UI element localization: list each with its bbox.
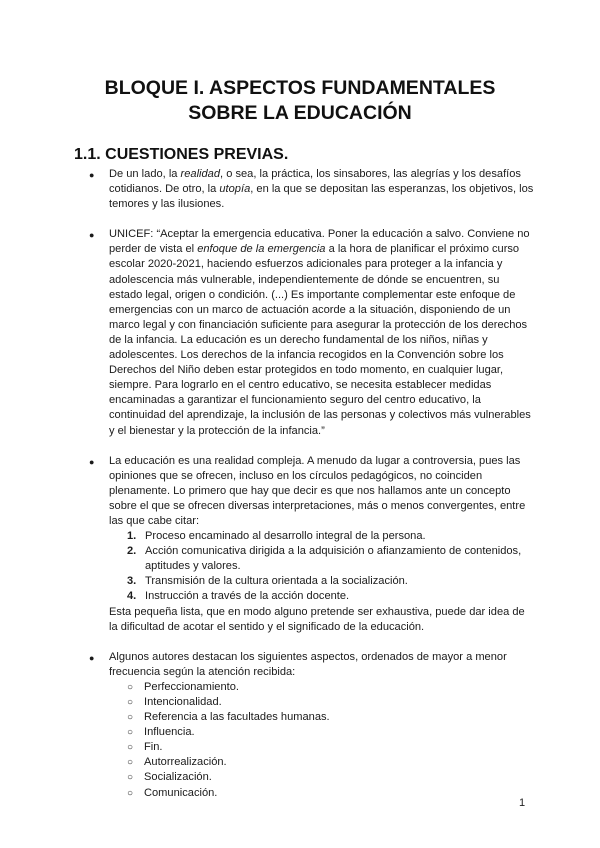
list-item: ○ Referencia a las facultades humanas. — [109, 710, 534, 725]
list-item: ○ Perfeccionamiento. — [109, 680, 534, 695]
list-item-text: Acción comunicativa dirigida a la adquisición o afianzamiento de contenidos, aptitudes y valores. — [145, 545, 522, 573]
b2-text-2: a la hora de planificar el próximo curso escolar 2020-2021, haciendo esfuerzos adicionales para proteger a la infancia y adolescencia más vulnerable, independientemente de dónde se encuentren, su estado legal, origen o condición. (...) Es importante complementar este enfoque de emergencias con un marco de actuación acorde a la situación, disponiendo de un marco legal y con financiación suficiente para asegurar la protección de los derechos de la infancia. La educación es un derecho fundamental de los niños, niñas y adolescentes. Los derechos de la infancia recogidos en la Convención sobre los Derechos del Niño deben estar protegidos en todo momento, en cualquier lugar, siempre. Para lograrlo en el centro educativo, se necesita establecer medidas encaminadas a garantizar el funcionamiento seguro del centro educativo, la continuidad del aprendizaje, la inclusión de las personas y colectivos más vulnerables y el bienestar y la protección de la infancia.” — [109, 243, 531, 437]
b3-intro: La educación es una realidad compleja. A menudo da lugar a controversia, pues las opiniones que se ofrecen, incluso en los círculos pedagógicos, no coinciden plenamente. Lo primero que hay que decir es que nos hallamos ante un concepto sobre el que se ofrecen diversas interpretaciones, más o menos convergentes, entre las que cabe citar: — [109, 454, 526, 527]
bullet-unicef — [74, 227, 534, 438]
circle-bullet-icon: ○ — [127, 787, 134, 799]
list-item: ○ Comunicación. — [109, 786, 534, 801]
list-item: ○ Influencia. — [109, 725, 534, 740]
b3-closing: Esta pequeña lista, que en modo alguno pretende ser exhaustiva, puede dar idea de la dificultad de acotar el sentido y el significado de la educación. — [109, 605, 525, 633]
b1-italic-realidad: realidad — [180, 168, 221, 180]
b1-italic-utopia: utopía — [219, 183, 251, 196]
title-line-1: BLOQUE I. ASPECTOS FUNDAMENTALES — [104, 77, 496, 99]
b1-text-1: De un lado, la — [109, 168, 181, 180]
list-item-text: Proceso encaminado al desarrollo integral de la persona. — [145, 530, 426, 543]
bullet-icon: ● — [89, 652, 95, 663]
bullet-icon: ● — [89, 170, 95, 180]
page-number: 1 — [519, 797, 526, 809]
circle-bullet-icon: ○ — [127, 712, 134, 724]
page-title — [0, 76, 600, 126]
circle-bullet-icon: ○ — [127, 742, 134, 754]
b2-text-1: UNICEF: “Aceptar la emergencia educativa. Poner la educación a salvo. Conviene no perder de vista el — [109, 228, 530, 256]
section-heading: 1.1. CUESTIONES PREVIAS. — [74, 146, 289, 163]
circle-bullet-icon: ○ — [127, 697, 134, 708]
list-number: 3. — [127, 575, 137, 588]
list-item — [109, 529, 534, 544]
bullet-realidad-utopia — [74, 167, 534, 212]
b1-text-3: , en la que se depositan las esperanzas, los objetivos, los temores y las ilusiones. — [109, 183, 534, 211]
interpretations-list — [109, 529, 534, 604]
list-item: ○ Fin. — [109, 740, 534, 755]
bullet-icon: ● — [89, 230, 95, 241]
document-body — [74, 167, 534, 801]
list-item: ○ Intencionalidad. — [109, 695, 534, 710]
list-number: 1. — [127, 530, 137, 543]
list-number: 4. — [127, 590, 137, 603]
list-item-text: Transmisión de la cultura orientada a la socialización. — [145, 575, 408, 588]
list-item-text: Instrucción a través de la acción docente. — [145, 590, 350, 603]
circle-bullet-icon: ○ — [127, 772, 134, 784]
b1-text-2: , o sea, la práctica, los sinsabores, las alegrías y los desafíos cotidianos. De otro, la — [109, 168, 521, 196]
bullet-aspectos — [74, 650, 534, 801]
circle-bullet-icon: ○ — [127, 727, 134, 739]
list-item — [109, 574, 534, 589]
bullet-icon: ● — [89, 456, 95, 467]
list-number: 2. — [127, 545, 137, 558]
b2-italic-enfoque: enfoque de la emergencia — [197, 243, 326, 256]
circle-bullet-icon: ○ — [127, 757, 134, 769]
b4-intro: Algunos autores destacan los siguientes aspectos, ordenados de mayor a menor frecuencia según la atención recibida: — [109, 650, 507, 678]
list-item: ○ Autorrealización. — [109, 755, 534, 770]
bullet-realidad-compleja — [74, 454, 534, 635]
list-item — [109, 544, 534, 574]
list-item — [109, 589, 534, 604]
list-item: ○ Socialización. — [109, 770, 534, 785]
circle-bullet-icon: ○ — [127, 681, 134, 693]
title-line-2: SOBRE LA EDUCACIÓN — [188, 102, 412, 124]
aspects-list — [109, 680, 534, 801]
